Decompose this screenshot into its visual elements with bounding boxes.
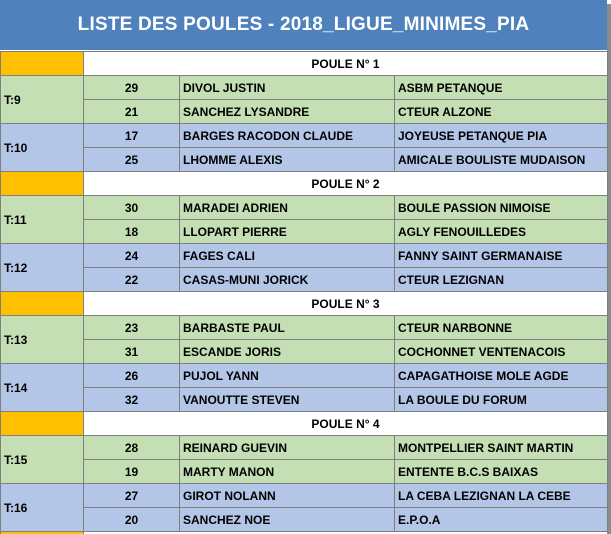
player-row <box>1 124 608 148</box>
player-club: LA BOULE DU FORUM <box>395 388 608 412</box>
player-number: 29 <box>84 76 180 100</box>
player-row <box>1 148 608 172</box>
player-name: LHOMME ALEXIS <box>180 148 395 172</box>
player-club: AGLY FENOUILLEDES <box>395 220 608 244</box>
poule-title: POULE N° 4 <box>84 412 608 436</box>
player-number: 24 <box>84 244 180 268</box>
poule-title: POULE N° 3 <box>84 292 608 316</box>
poule-header-row <box>1 292 608 316</box>
player-number: 28 <box>84 436 180 460</box>
player-number: 23 <box>84 316 180 340</box>
table-number: T:10 <box>1 124 84 172</box>
poule-header-row <box>1 412 608 436</box>
table-number: T:11 <box>1 196 84 244</box>
player-name: ESCANDE JORIS <box>180 340 395 364</box>
player-name: BARBASTE PAUL <box>180 316 395 340</box>
player-name: REINARD GUEVIN <box>180 436 395 460</box>
player-club: CAPAGATHOISE MOLE AGDE <box>395 364 608 388</box>
pool-table <box>0 51 608 534</box>
player-row <box>1 76 608 100</box>
player-row <box>1 244 608 268</box>
player-number: 18 <box>84 220 180 244</box>
player-number: 31 <box>84 340 180 364</box>
poule-header-row <box>1 172 608 196</box>
player-club: AMICALE BOULISTE MUDAISON <box>395 148 608 172</box>
player-number: 30 <box>84 196 180 220</box>
poule-marker <box>1 52 84 76</box>
player-name: CASAS-MUNI JORICK <box>180 268 395 292</box>
player-number: 27 <box>84 484 180 508</box>
player-number: 17 <box>84 124 180 148</box>
player-row <box>1 316 608 340</box>
player-club: LA CEBA LEZIGNAN LA CEBE <box>395 484 608 508</box>
player-number: 20 <box>84 508 180 532</box>
player-club: ENTENTE B.C.S BAIXAS <box>395 460 608 484</box>
player-name: MARADEI ADRIEN <box>180 196 395 220</box>
player-row <box>1 460 608 484</box>
player-number: 32 <box>84 388 180 412</box>
player-club: CTEUR ALZONE <box>395 100 608 124</box>
player-row <box>1 220 608 244</box>
table-number: T:15 <box>1 436 84 484</box>
player-number: 22 <box>84 268 180 292</box>
player-row <box>1 100 608 124</box>
poule-title: POULE N° 1 <box>84 52 608 76</box>
player-name: MARTY MANON <box>180 460 395 484</box>
table-number: T:16 <box>1 484 84 532</box>
player-name: FAGES CALI <box>180 244 395 268</box>
player-row <box>1 484 608 508</box>
player-row <box>1 436 608 460</box>
table-number: T:12 <box>1 244 84 292</box>
player-row <box>1 196 608 220</box>
page-title: LISTE DES POULES - 2018_LIGUE_MINIMES_PIA <box>0 0 607 50</box>
player-number: 19 <box>84 460 180 484</box>
player-club: ASBM PETANQUE <box>395 76 608 100</box>
player-club: JOYEUSE PETANQUE PIA <box>395 124 608 148</box>
player-name: SANCHEZ NOE <box>180 508 395 532</box>
poule-marker <box>1 292 84 316</box>
table-number: T:14 <box>1 364 84 412</box>
player-row <box>1 508 608 532</box>
poule-header-row <box>1 52 608 76</box>
player-row <box>1 340 608 364</box>
player-club: MONTPELLIER SAINT MARTIN <box>395 436 608 460</box>
player-name: BARGES RACODON CLAUDE <box>180 124 395 148</box>
player-name: SANCHEZ LYSANDRE <box>180 100 395 124</box>
player-number: 21 <box>84 100 180 124</box>
player-club: BOULE PASSION NIMOISE <box>395 196 608 220</box>
player-number: 26 <box>84 364 180 388</box>
player-club: COCHONNET VENTENACOIS <box>395 340 608 364</box>
poule-marker <box>1 172 84 196</box>
player-name: DIVOL JUSTIN <box>180 76 395 100</box>
player-name: PUJOL YANN <box>180 364 395 388</box>
player-name: GIROT NOLANN <box>180 484 395 508</box>
player-club: E.P.O.A <box>395 508 608 532</box>
poule-marker <box>1 412 84 436</box>
table-number: T:13 <box>1 316 84 364</box>
player-club: FANNY SAINT GERMANAISE <box>395 244 608 268</box>
player-number: 25 <box>84 148 180 172</box>
player-name: VANOUTTE STEVEN <box>180 388 395 412</box>
table-number: T:9 <box>1 76 84 124</box>
player-club: CTEUR NARBONNE <box>395 316 608 340</box>
poule-title: POULE N° 2 <box>84 172 608 196</box>
player-club: CTEUR LEZIGNAN <box>395 268 608 292</box>
player-row <box>1 388 608 412</box>
player-row <box>1 364 608 388</box>
player-row <box>1 268 608 292</box>
player-name: LLOPART PIERRE <box>180 220 395 244</box>
